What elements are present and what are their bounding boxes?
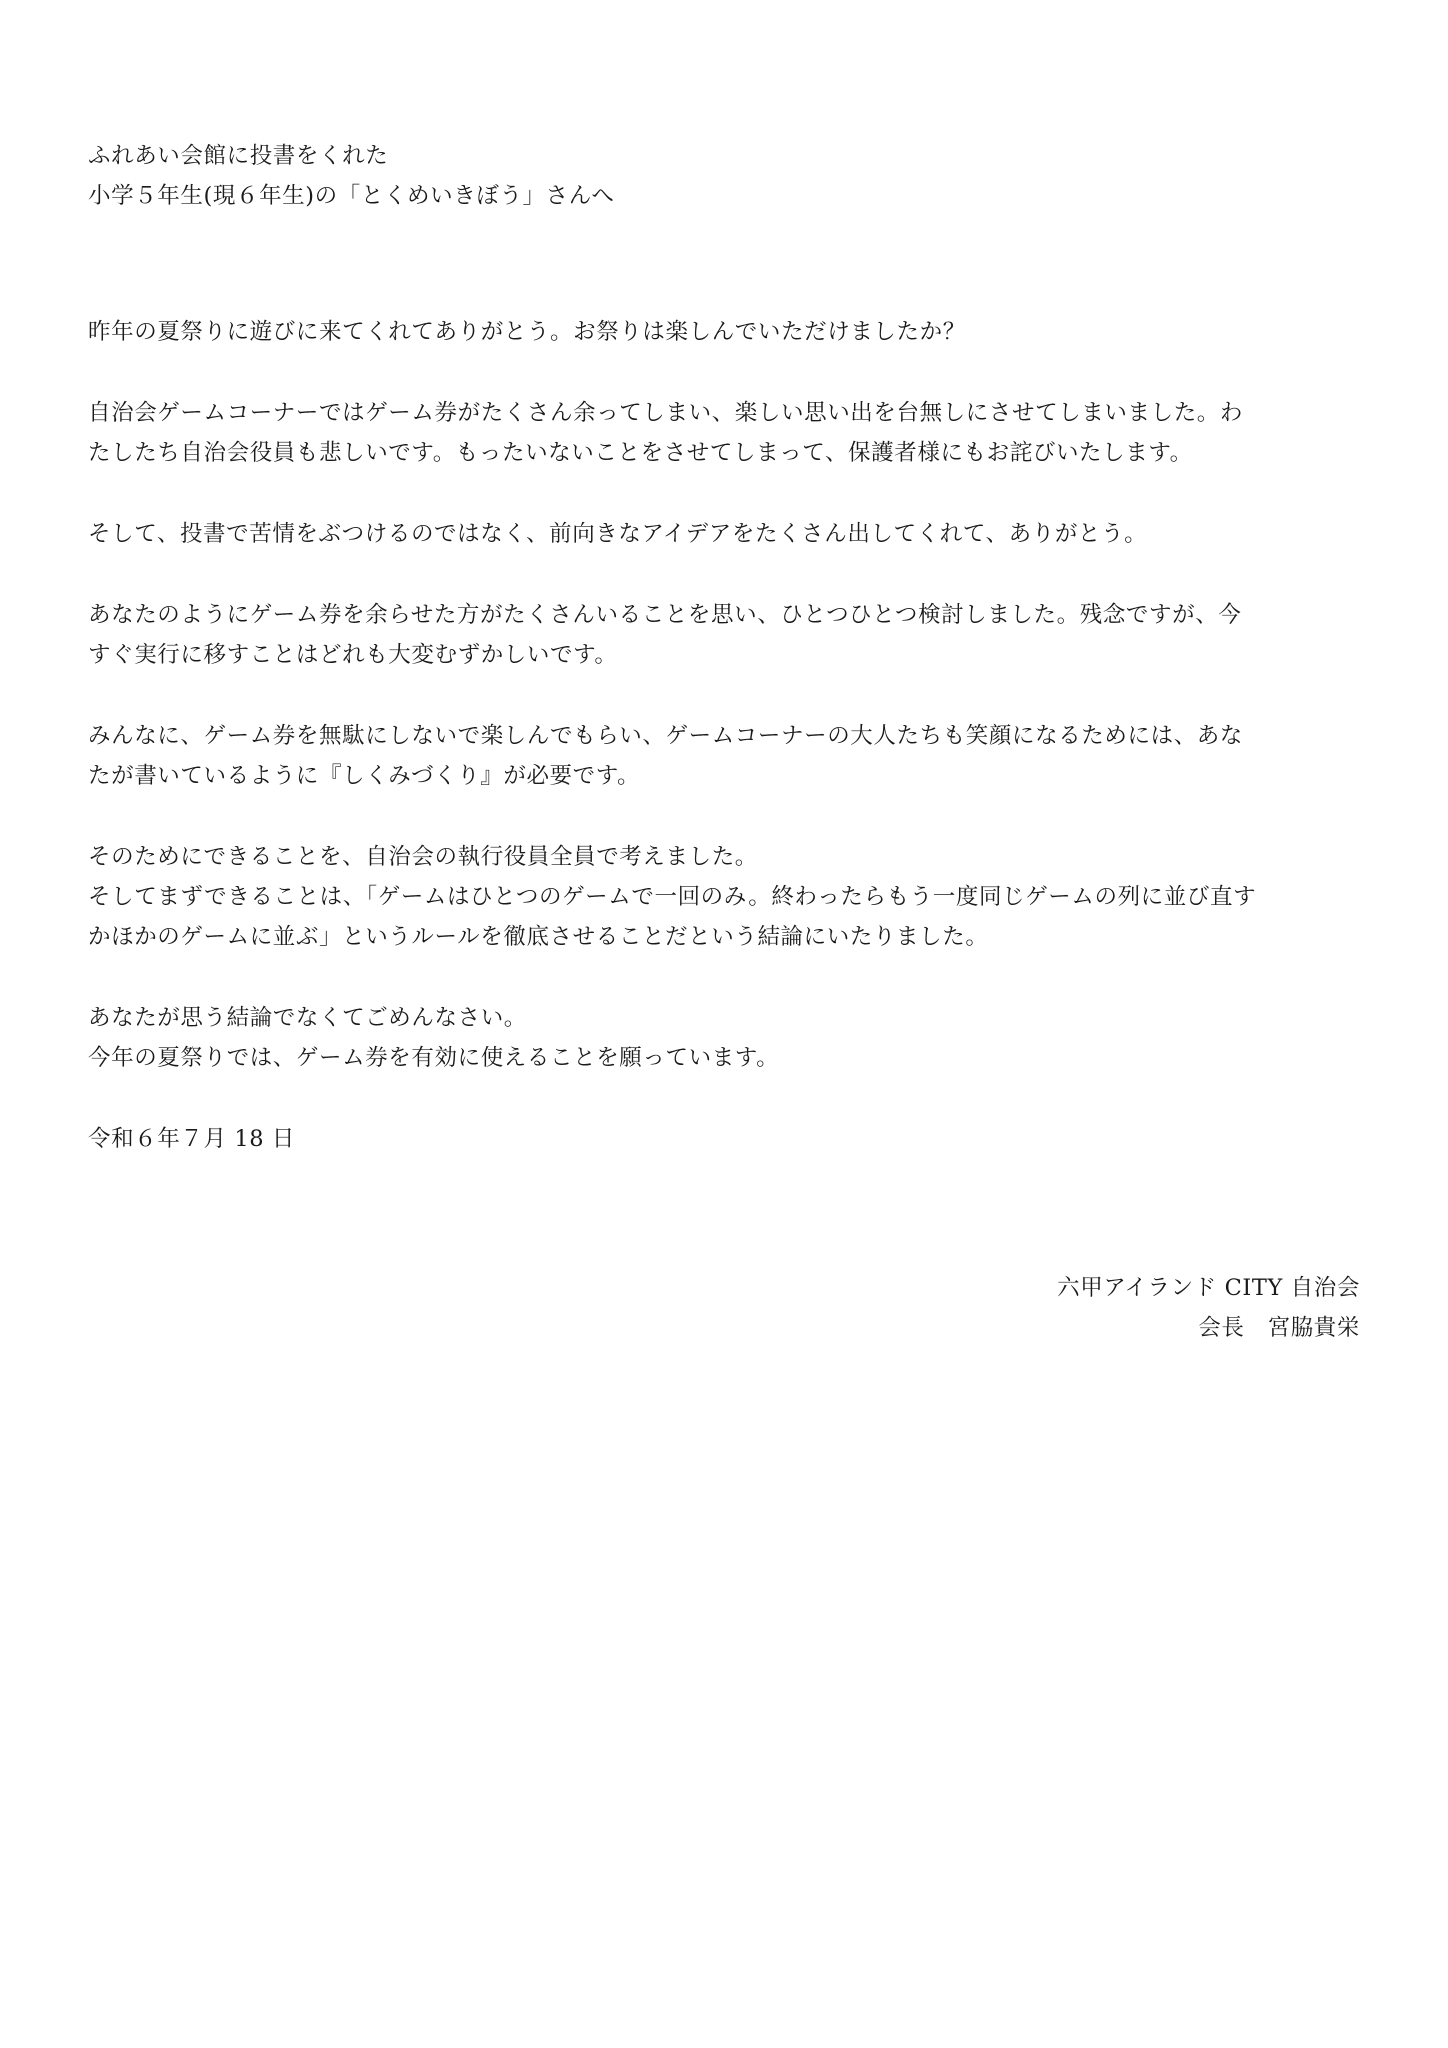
paragraph-thanks: [88, 312, 1360, 352]
signature-signer: 会長 宮脇貴栄: [1198, 1315, 1360, 1341]
paragraph-review: [88, 595, 1360, 675]
paragraph-conclusion: [88, 837, 1360, 957]
paragraph-line: そしてまずできることは、「ゲームはひとつのゲームで一回のみ。終わったらもう一度同じゲームの列に並び直す: [88, 884, 1257, 910]
paragraph-gratitude: [88, 514, 1360, 554]
addressee-block: [88, 136, 1360, 216]
addressee-line-2: 小学５年生(現６年生)の「とくめいきぼう」さんへ: [88, 183, 615, 209]
paragraph-line: たが書いているように『しくみづくり』が必要です。: [88, 763, 641, 789]
paragraph-system: [88, 716, 1360, 796]
letter-body: [88, 312, 1360, 1159]
paragraph-line: そのためにできることを、自治会の執行役員全員で考えました。: [88, 844, 758, 870]
paragraph-closing: [88, 998, 1360, 1078]
paragraph-line: そして、投書で苦情をぶつけるのではなく、前向きなアイデアをたくさん出してくれて、ありがとう。: [88, 521, 1148, 547]
paragraph-line: 今年の夏祭りでは、ゲーム券を有効に使えることを願っています。: [88, 1045, 780, 1071]
paragraph-line: すぐ実行に移すことはどれも大変むずかしいです。: [88, 642, 618, 668]
letter-date: 令和６年７月 18 日: [88, 1126, 296, 1152]
letter-date-block: [88, 1119, 1360, 1159]
paragraph-line: 自治会ゲームコーナーではゲーム券がたくさん余ってしまい、楽しい思い出を台無しにさせてしまいました。わ: [88, 400, 1244, 426]
paragraph-line: かほかのゲームに並ぶ」というルールを徹底させることだという結論にいたりました。: [88, 924, 989, 950]
paragraph-line: 昨年の夏祭りに遊びに来てくれてありがとう。お祭りは楽しんでいただけましたか？: [88, 319, 966, 345]
paragraph-line: あなたが思う結論でなくてごめんなさい。: [88, 1005, 527, 1031]
paragraph-apology: [88, 393, 1360, 473]
paragraph-line: あなたのようにゲーム券を余らせた方がたくさんいることを思い、ひとつひとつ検討しました。残念ですが、今: [88, 602, 1242, 628]
addressee-line-1: ふれあい会館に投書をくれた: [88, 143, 389, 169]
signature-organization: 六甲アイランド CITY 自治会: [1057, 1275, 1360, 1301]
signature-block: [1057, 1268, 1360, 1348]
paragraph-line: みんなに、ゲーム券を無駄にしないで楽しんでもらい、ゲームコーナーの大人たちも笑顔になるためには、あな: [88, 723, 1244, 749]
letter-content: [88, 136, 1360, 1159]
paragraph-line: たしたち自治会役員も悲しいです。もったいないことをさせてしまって、保護者様にもお詫びいたします。: [88, 440, 1193, 466]
